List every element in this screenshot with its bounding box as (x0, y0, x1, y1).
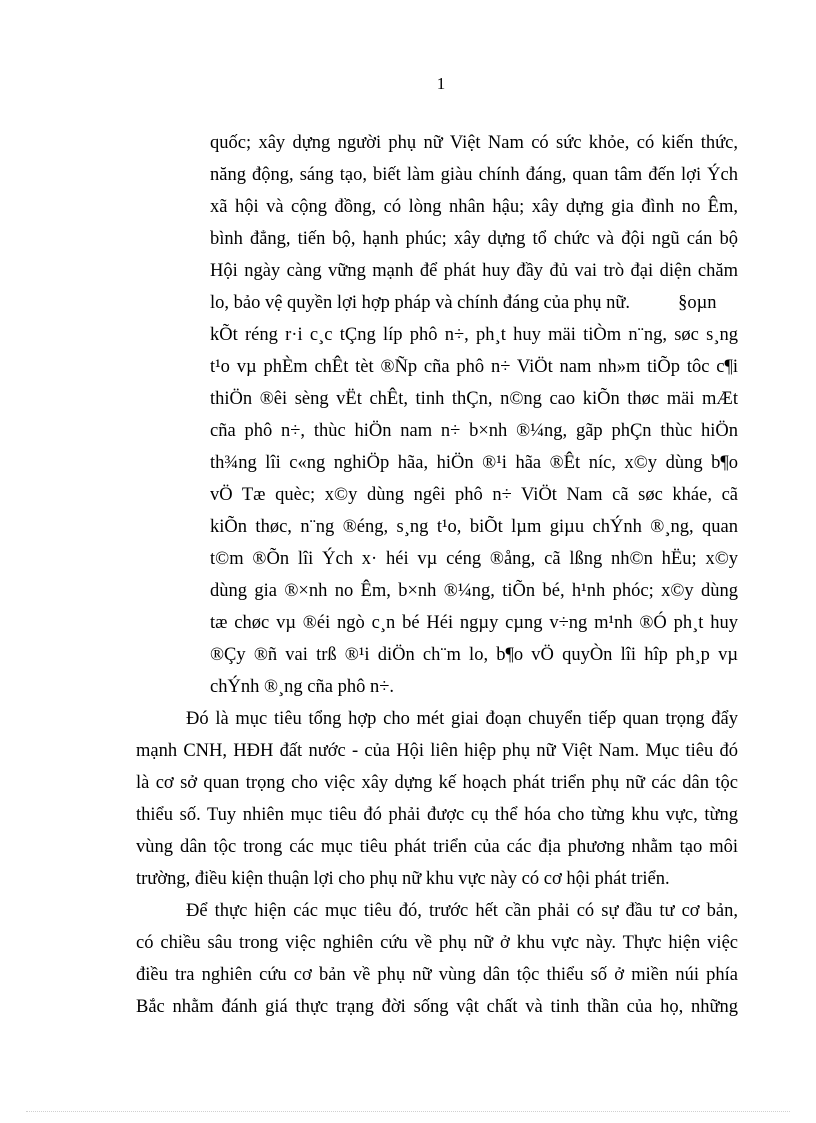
quote-line: quốc; xây dựng người phụ nữ Việt Nam có sức khỏe, có kiến thức, (210, 133, 738, 153)
garbled-line: kiÕn thøc, n¨ng ®éng, s¸ng t¹o, biÕt lµm giµu chÝnh ®¸ng, quan (210, 517, 738, 537)
garbled-line: thiÖn ®êi sèng vËt chÊt, tinh thÇn, n©ng cao kiÕn thøc mäi mÆt (210, 389, 738, 409)
paragraph-line: Đó là mục tiêu tổng hợp cho mét giai đoạn chuyển tiếp quan trọng đẩy (186, 709, 738, 729)
paragraph-line: thiểu số. Tuy nhiên mục tiêu đó phải được cụ thể hóa cho từng khu vực, từng (136, 805, 738, 825)
paragraph-line: vùng dân tộc trong các mục tiêu phát triển của các địa phương nhằm tạo môi (136, 837, 738, 857)
paragraph-line: mạnh CNH, HĐH đất nước - của Hội liên hiệp phụ nữ Việt Nam. Mục tiêu đó (136, 741, 738, 761)
paragraph-line: có chiều sâu trong việc nghiên cứu về phụ nữ ở khu vực này. Thực hiện việc (136, 933, 738, 953)
quote-line: Hội ngày càng vững mạnh để phát huy đầy đủ vai trò đại diện chăm (210, 261, 738, 281)
paragraph-line: là cơ sở quan trọng cho việc xây dựng kế hoạch phát triển phụ nữ các dân tộc (136, 773, 738, 793)
garbled-line: tæ chøc vµ ®éi ngò c¸n bé Héi ngµy cµng v÷ng m¹nh ®Ó ph¸t huy (210, 613, 738, 633)
paragraph-line: điều tra nghiên cứu cơ bản về phụ nữ vùng dân tộc thiểu số ở miền núi phía (136, 965, 738, 985)
quote-line: bình đẳng, tiến bộ, hạnh phúc; xây dựng tổ chức và đội ngũ cán bộ (210, 229, 738, 249)
garbled-line: vÖ Tæ quèc; x©y dùng ngêi phô n÷ ViÖt Nam cã søc kháe, cã (210, 485, 738, 505)
garbled-line: chÝnh ®¸ng cña phô n÷. (210, 677, 394, 697)
paragraph-line: trường, điều kiện thuận lợi cho phụ nữ khu vực này có cơ hội phát triển. (136, 869, 670, 889)
quote-line: xã hội và cộng đồng, có lòng nhân hậu; xây dựng gia đình no Êm, (210, 197, 738, 217)
page-bottom-rule (26, 1111, 790, 1112)
quote-line: năng động, sáng tạo, biết làm giàu chính đáng, quan tâm đến lợi Ých (210, 165, 738, 185)
garbled-line: dùng gia ®×nh no Êm, b×nh ®¼ng, tiÕn bé, h¹nh phóc; x©y dùng (210, 581, 738, 601)
quote-line-text: lo, bảo vệ quyền lợi hợp pháp và chính đáng của phụ nữ. (210, 293, 631, 313)
garbled-line: t¹o vµ phÈm chÊt tèt ®Ñp cña phô n÷ ViÖt nam nh»m tiÕp tôc c¶i (210, 357, 738, 377)
garbled-fragment: §oµn (678, 293, 717, 313)
garbled-line: th¾ng lîi c«ng nghiÖp hãa, hiÖn ®¹i hãa ®Êt níc, x©y dùng b¶o (210, 453, 738, 473)
garbled-line: t©m ®Õn lîi Ých x· héi vµ céng ®ång, cã lßng nh©n hËu; x©y (210, 549, 738, 569)
garbled-line: cña phô n÷, thùc hiÖn nam n÷ b×nh ®¼ng, gãp phÇn thùc hiÖn (210, 421, 738, 441)
quote-line-last (210, 292, 738, 314)
paragraph-line: Để thực hiện các mục tiêu đó, trước hết cần phải có sự đầu tư cơ bản, (186, 901, 738, 921)
garbled-line: ®Çy ®ñ vai trß ®¹i diÖn ch¨m lo, b¶o vÖ quyÒn lîi hîp ph¸p vµ (210, 645, 738, 665)
page-number: 1 (436, 74, 446, 93)
garbled-line: kÕt réng r·i c¸c tÇng líp phô n÷, ph¸t huy mäi tiÒm n¨ng, søc s¸ng (210, 325, 738, 345)
paragraph-line: Bắc nhằm đánh giá thực trạng đời sống vật chất và tinh thần của họ, những (136, 997, 738, 1017)
